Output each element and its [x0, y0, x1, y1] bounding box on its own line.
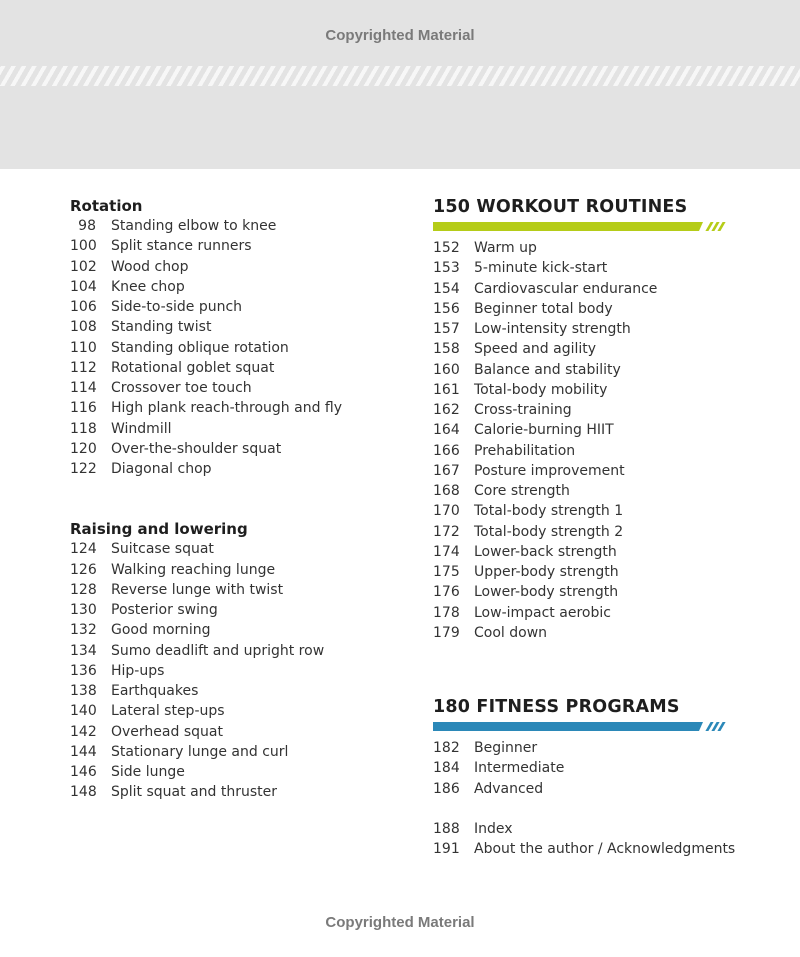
entry-title: Suitcase squat	[111, 541, 214, 558]
entry-title: Walking reaching lunge	[111, 561, 276, 578]
page-number: 182	[433, 740, 460, 756]
toc-entry[interactable]	[70, 358, 390, 378]
page-number: 136	[70, 662, 97, 679]
entry-title: Diagonal chop	[111, 461, 212, 477]
entry-title: Side-to-side punch	[111, 299, 243, 315]
entry-title: Beginner	[474, 740, 538, 756]
toc-right-column	[433, 196, 753, 859]
toc-list-raising-lowering	[70, 539, 390, 802]
entry-title: Overhead squat	[111, 723, 223, 740]
toc-list-rotation	[70, 216, 390, 479]
page-number: 142	[70, 723, 97, 740]
toc-entry[interactable]	[70, 277, 390, 297]
page-number: 156	[433, 300, 460, 317]
toc-entry[interactable]	[433, 258, 753, 278]
entry-title: Sumo deadlift and upright row	[111, 642, 325, 659]
entry-title: Over-the-shoulder squat	[111, 440, 282, 457]
entry-title: Posture improvement	[474, 462, 625, 479]
toc-entry[interactable]	[433, 279, 753, 299]
entry-title: Balance and stability	[474, 361, 621, 378]
section-title-workout-routines: 150 WORKOUT ROUTINES	[433, 197, 688, 217]
page-number: 128	[70, 581, 97, 598]
entry-title: Standing oblique rotation	[111, 339, 289, 356]
decorative-stripes	[0, 66, 800, 86]
entry-title: Intermediate	[474, 760, 565, 777]
toc-entry[interactable]	[70, 620, 390, 640]
page-number: 102	[70, 258, 97, 275]
toc-entry[interactable]	[70, 600, 390, 620]
entry-title: Core strength	[474, 483, 570, 499]
page-number: 120	[70, 440, 97, 457]
toc-entry[interactable]	[70, 459, 390, 479]
page-number: 110	[70, 339, 97, 356]
entry-title: Windmill	[111, 420, 172, 437]
page-number: 152	[433, 240, 460, 256]
page-number: 176	[433, 584, 460, 601]
toc-entry[interactable]	[433, 582, 753, 602]
page-number: 130	[70, 602, 97, 618]
page-number: 132	[70, 622, 97, 639]
toc-entry[interactable]	[433, 623, 753, 643]
toc-entry[interactable]	[433, 319, 753, 339]
page-number: 154	[433, 280, 460, 297]
page-number: 160	[433, 361, 460, 378]
entry-title: Good morning	[111, 622, 211, 639]
toc-entry[interactable]	[70, 236, 390, 256]
section-title-fitness-programs: 180 FITNESS PROGRAMS	[433, 697, 680, 717]
page-number: 179	[433, 624, 460, 641]
toc-entry[interactable]	[70, 560, 390, 580]
toc-entry[interactable]	[433, 522, 753, 542]
toc-left-column	[70, 196, 390, 803]
page-number: 162	[433, 402, 460, 418]
page-number: 100	[70, 238, 97, 255]
entry-title: Low-impact aerobic	[474, 604, 611, 621]
toc-entry[interactable]	[70, 338, 390, 358]
toc-entry[interactable]	[433, 839, 753, 859]
toc-entry[interactable]	[433, 238, 753, 258]
toc-entry[interactable]	[433, 779, 753, 799]
entry-title: Cardiovascular endurance	[474, 280, 658, 297]
toc-entry[interactable]	[70, 742, 390, 762]
page-number: 161	[433, 381, 460, 398]
toc-entry[interactable]	[70, 317, 390, 337]
page-number: 148	[70, 784, 97, 801]
toc-entry[interactable]	[70, 681, 390, 701]
toc-entry[interactable]	[433, 420, 753, 440]
entry-title: Earthquakes	[111, 683, 199, 699]
entry-title: Cool down	[474, 624, 548, 641]
entry-title: Rotational goblet squat	[111, 359, 275, 376]
toc-entry[interactable]	[433, 542, 753, 562]
toc-entry[interactable]	[433, 562, 753, 582]
toc-list-workout-routines	[433, 238, 753, 643]
toc-entry[interactable]	[70, 297, 390, 317]
entry-title: Low-intensity strength	[474, 321, 631, 337]
toc-entry[interactable]	[70, 580, 390, 600]
toc-entry[interactable]	[70, 701, 390, 721]
toc-entry[interactable]	[70, 641, 390, 661]
toc-entry[interactable]	[433, 461, 753, 481]
toc-list-back-matter	[433, 819, 753, 860]
toc-entry[interactable]	[70, 398, 390, 418]
page-number: 172	[433, 523, 460, 540]
page-number: 158	[433, 341, 460, 358]
page-number: 112	[70, 359, 97, 376]
toc-entry[interactable]	[70, 661, 390, 681]
page-number: 106	[70, 299, 97, 315]
programs-accent-bar	[433, 722, 726, 731]
page-number: 170	[433, 503, 460, 520]
entry-title: Posterior swing	[111, 602, 218, 618]
page-number: 98	[78, 218, 96, 234]
page-number: 174	[433, 543, 460, 560]
entry-title: Total-body strength 1	[474, 503, 624, 520]
toc-entry[interactable]	[433, 380, 753, 400]
entry-title: Lower-back strength	[474, 543, 617, 560]
toc-entry[interactable]	[433, 360, 753, 380]
toc-entry[interactable]	[70, 439, 390, 459]
entry-title: Side lunge	[111, 764, 185, 780]
entry-title: Prehabilitation	[474, 442, 576, 459]
page-number: 108	[70, 319, 97, 336]
copyright-notice-bottom: Copyrighted Material	[325, 914, 475, 931]
toc-entry[interactable]	[70, 378, 390, 398]
header-band	[0, 0, 800, 169]
toc-entry[interactable]	[433, 501, 753, 521]
page-number: 134	[70, 642, 97, 659]
toc-entry[interactable]	[433, 481, 753, 501]
entry-title: Hip-ups	[111, 662, 165, 679]
toc-entry[interactable]	[433, 441, 753, 461]
toc-entry[interactable]	[433, 758, 753, 778]
entry-title: Warm up	[474, 240, 537, 256]
toc-entry[interactable]	[433, 738, 753, 758]
toc-entry[interactable]	[70, 762, 390, 782]
toc-entry[interactable]	[70, 257, 390, 277]
page-number: 153	[433, 260, 460, 277]
entry-title: Lateral step-ups	[111, 703, 225, 720]
page-number: 178	[433, 604, 460, 621]
entry-title: Index	[474, 820, 513, 837]
entry-title: Upper-body strength	[474, 564, 619, 580]
toc-entry[interactable]	[433, 400, 753, 420]
entry-title: Beginner total body	[474, 300, 613, 317]
entry-title: Speed and agility	[474, 341, 597, 358]
entry-title: 5-minute kick-start	[474, 260, 608, 277]
entry-title: Cross-training	[474, 402, 572, 418]
page-number: 188	[433, 820, 460, 837]
page-number: 186	[433, 780, 460, 797]
entry-title: About the author / Acknowledgments	[474, 841, 736, 857]
page-number: 104	[70, 278, 97, 295]
page-number: 116	[70, 400, 97, 417]
entry-title: Lower-body strength	[474, 584, 619, 601]
page-number: 138	[70, 683, 97, 699]
page-number: 140	[70, 703, 97, 720]
toc-list-fitness-programs	[433, 738, 753, 799]
entry-title: Standing elbow to knee	[111, 218, 277, 234]
toc-entry[interactable]	[70, 539, 390, 559]
page-number: 166	[433, 442, 460, 459]
entry-title: Calorie-burning HIIT	[474, 422, 614, 439]
entry-title: Knee chop	[111, 278, 185, 295]
entry-title: High plank reach-through and fly	[111, 400, 343, 417]
page-number: 122	[70, 461, 97, 477]
page-number: 164	[433, 422, 460, 439]
page-number: 184	[433, 760, 460, 777]
page-number: 175	[433, 564, 460, 580]
section-heading-raising-lowering: Raising and lowering	[70, 520, 248, 539]
workout-accent-bar	[433, 222, 726, 231]
entry-title: Standing twist	[111, 319, 212, 336]
entry-title: Total-body strength 2	[474, 523, 624, 540]
page-number: 146	[70, 764, 97, 780]
entry-title: Stationary lunge and curl	[111, 743, 289, 760]
entry-title: Split squat and thruster	[111, 784, 277, 801]
page-number: 114	[70, 380, 97, 396]
toc-entry[interactable]	[433, 339, 753, 359]
page-number: 124	[70, 541, 97, 558]
page-number: 168	[433, 483, 460, 499]
copyright-notice-top: Copyrighted Material	[325, 27, 475, 44]
toc-entry[interactable]	[433, 299, 753, 319]
entry-title: Split stance runners	[111, 238, 252, 255]
toc-entry[interactable]	[70, 419, 390, 439]
toc-entry[interactable]	[70, 722, 390, 742]
page-number: 144	[70, 743, 97, 760]
entry-title: Advanced	[474, 780, 544, 797]
entry-title: Crossover toe touch	[111, 380, 252, 396]
page-number: 191	[433, 841, 460, 857]
toc-entry[interactable]	[70, 782, 390, 802]
page-number: 118	[70, 420, 97, 437]
page-number: 157	[433, 321, 460, 337]
toc-entry[interactable]	[433, 819, 753, 839]
page-number: 126	[70, 561, 97, 578]
section-heading-rotation: Rotation	[70, 197, 143, 215]
page-number: 167	[433, 462, 460, 479]
entry-title: Reverse lunge with twist	[111, 581, 284, 598]
toc-entry[interactable]	[70, 216, 390, 236]
entry-title: Total-body mobility	[474, 381, 608, 398]
entry-title: Wood chop	[111, 258, 189, 275]
toc-entry[interactable]	[433, 603, 753, 623]
